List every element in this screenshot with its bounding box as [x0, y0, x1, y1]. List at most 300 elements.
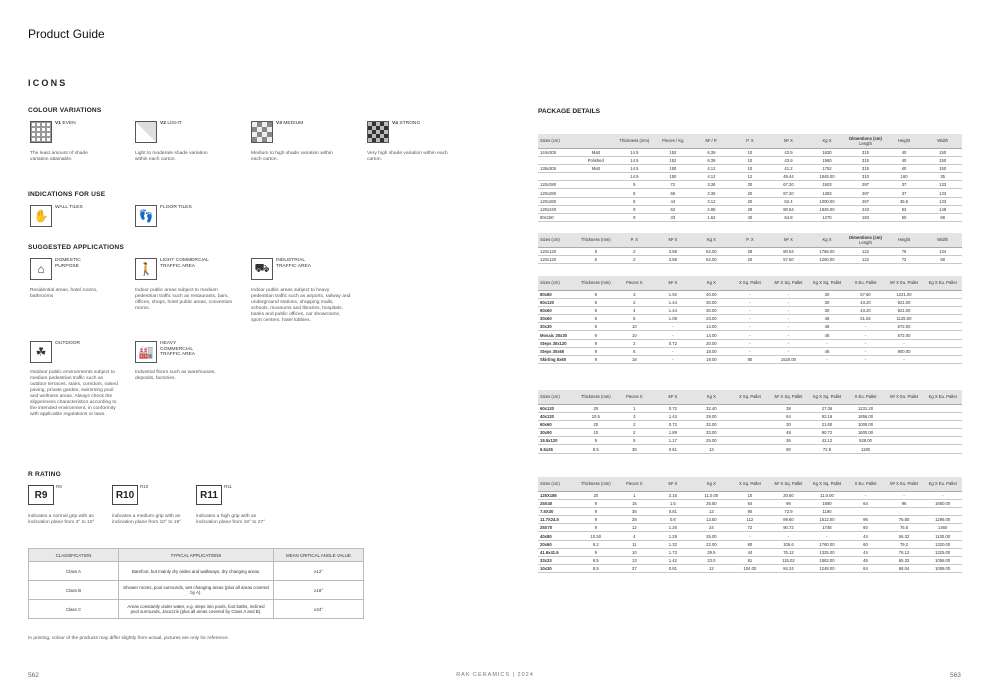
- table-cell: 20.00: [692, 339, 731, 347]
- table-cell: 1760.00: [808, 540, 847, 548]
- table-cell: 43.9: [769, 156, 808, 164]
- wall-tiles-icon: ✋: [30, 205, 52, 227]
- table-cell: 13.50: [692, 516, 731, 524]
- table-header: M² / P.: [692, 134, 731, 148]
- table-cell: 43.20: [846, 306, 885, 314]
- table-cell: [885, 420, 924, 428]
- table-cell: 27: [615, 565, 654, 573]
- table-cell: -: [769, 532, 808, 540]
- table-cell: 22.00: [692, 540, 731, 548]
- table-cell: 928.00: [846, 437, 885, 445]
- table-cell: 1848.00: [808, 173, 847, 181]
- table-cell: -: [731, 290, 770, 298]
- table-cell: 150: [923, 156, 962, 164]
- table-row: [538, 156, 962, 164]
- r10-sup: R10: [140, 484, 149, 489]
- table-cell: -: [846, 356, 885, 364]
- table-cell: 150: [923, 148, 962, 156]
- table-cell: 9: [577, 306, 616, 314]
- domestic-icon: ⌂: [30, 258, 52, 280]
- table-row: [538, 356, 962, 364]
- table-cell: 41.6x41.6: [538, 548, 577, 556]
- table-cell: 4: [615, 306, 654, 314]
- table-cell: 6: [577, 255, 616, 263]
- table-cell: [577, 181, 616, 189]
- table-header: Width: [923, 134, 962, 148]
- table-cell: 134: [923, 247, 962, 255]
- table-cell: 60x60: [538, 420, 577, 428]
- cell: ≥24°: [274, 600, 364, 619]
- table-cell: 11: [615, 540, 654, 548]
- table-cell: Steps 30x120: [538, 339, 577, 347]
- table-cell: 9: [577, 437, 616, 445]
- table-cell: 9: [577, 247, 616, 255]
- table-cell: 6.39: [692, 156, 731, 164]
- table-cell: 9: [615, 205, 654, 213]
- table-cell: 40.00: [692, 290, 731, 298]
- table-cell: 21.60: [808, 420, 847, 428]
- table-cell: -: [731, 339, 770, 347]
- table-cell: 315: [846, 148, 885, 156]
- table-header: M² X: [654, 233, 693, 247]
- table-cell: 8.5: [577, 557, 616, 565]
- table-cell: 40: [731, 214, 770, 222]
- table-cell: 1325.00: [808, 548, 847, 556]
- table-cell: 9: [615, 181, 654, 189]
- table-cell: 33x33: [538, 557, 577, 565]
- table-row: [538, 290, 962, 298]
- table-cell: 44: [846, 532, 885, 540]
- table-cell: 33.00: [692, 429, 731, 437]
- table-row: [538, 173, 962, 181]
- v2-light-icon: [135, 121, 157, 143]
- table-cell: 40: [885, 156, 924, 164]
- table-header: Kg X Sq. Pallet: [808, 477, 847, 491]
- table-cell: 9: [577, 499, 616, 507]
- table-row: [538, 214, 962, 222]
- table-cell: 90.72: [769, 524, 808, 532]
- table-header: X Eu. Pallet: [846, 390, 885, 404]
- table-row: [538, 197, 962, 205]
- table-header: Kg X: [808, 134, 847, 148]
- table-cell: 9: [577, 323, 616, 331]
- table-cell: 50: [885, 214, 924, 222]
- table-cell: 133: [923, 181, 962, 189]
- table-cell: 68: [923, 214, 962, 222]
- table-cell: -: [923, 491, 962, 499]
- table-cell: 1248.00: [808, 565, 847, 573]
- table-cell: 92.16: [808, 412, 847, 420]
- table-cell: 1.42: [654, 557, 693, 565]
- table-cell: 27.36: [808, 404, 847, 412]
- table-cell: 37: [885, 181, 924, 189]
- table-cell: 1000.00: [808, 197, 847, 205]
- table-cell: 10.50: [577, 532, 616, 540]
- table-cell: 10: [615, 331, 654, 339]
- table-header: M² X Eu. Pallet: [885, 276, 924, 290]
- table-header-row: [538, 477, 962, 491]
- table-cell: 67.20: [769, 181, 808, 189]
- table-cell: 90: [731, 507, 770, 515]
- r9-badge: R9: [28, 485, 54, 505]
- heavy-commercial-label: HEAVY COMMERCIAL TRAFFIC AREA: [160, 341, 196, 358]
- table-cell: 38: [769, 404, 808, 412]
- table-cell: 1058.00: [923, 557, 962, 565]
- table-cell: 4.12: [692, 173, 731, 181]
- v1-even-icon: [30, 121, 52, 143]
- table-cell: [577, 173, 616, 181]
- table-row: [538, 323, 962, 331]
- table-cell: 0.81: [654, 507, 693, 515]
- table-cell: 40x120: [538, 412, 577, 420]
- v1-desc: The least amount of shade variation attainable.: [30, 151, 88, 162]
- table-row: [538, 347, 962, 355]
- table-header: M² X: [769, 134, 808, 148]
- table-cell: 25.00: [692, 437, 731, 445]
- table-cell: 80.64: [769, 205, 808, 213]
- table-cell: [885, 445, 924, 453]
- table-header: M² X: [654, 477, 693, 491]
- table-cell: 80: [731, 540, 770, 548]
- table-cell: [731, 437, 770, 445]
- table-cell: 10: [615, 548, 654, 556]
- table-cell: 1863.00: [808, 557, 847, 565]
- table-cell: 51.84: [846, 315, 885, 323]
- table-cell: 65.32: [885, 557, 924, 565]
- package-table-1: [538, 134, 962, 222]
- table-cell: [577, 205, 616, 213]
- table-header: MEAN CRITICAL ANGLE VALUE: [274, 549, 364, 562]
- table-cell: 23.0: [692, 557, 731, 565]
- table-cell: 120x120: [538, 247, 577, 255]
- table-cell: 46: [846, 557, 885, 565]
- table-cell: -: [885, 491, 924, 499]
- table-cell: 36: [615, 507, 654, 515]
- table-cell: 672.00: [885, 331, 924, 339]
- table-header: Pieces X: [615, 390, 654, 404]
- table-cell: Skirting 8x60: [538, 356, 577, 364]
- table-row: [29, 581, 364, 600]
- table-cell: 105.6: [769, 540, 808, 548]
- table-cell: 40x80: [538, 532, 577, 540]
- table-row: [538, 532, 962, 540]
- table-row: [538, 339, 962, 347]
- table-cell: 20: [731, 181, 770, 189]
- table-header: Thickness (mm): [615, 134, 654, 148]
- table-cell: 1630: [808, 148, 847, 156]
- table-cell: 28: [731, 205, 770, 213]
- table-cell: -: [846, 491, 885, 499]
- v1-label: V1 EVEN: [55, 121, 76, 126]
- table-row: [538, 524, 962, 532]
- table-header: Kg X Eu. Pallet: [923, 477, 962, 491]
- table-cell: 20: [577, 404, 616, 412]
- table-header: Kg X Eu. Pallet: [923, 276, 962, 290]
- table-cell: [923, 315, 962, 323]
- table-cell: 62.4: [769, 197, 808, 205]
- r11-badge: R11: [196, 485, 222, 505]
- table-cell: 1.89: [654, 429, 693, 437]
- package-table-4: [538, 390, 962, 454]
- table-cell: 152: [654, 156, 693, 164]
- table-cell: -: [846, 347, 885, 355]
- table-header: Thickness (mm): [577, 233, 616, 247]
- table-cell: 25.00: [692, 532, 731, 540]
- v4-desc: Very high shade variation within each carton.: [367, 151, 448, 162]
- v2-label: V2 LIGHT: [160, 121, 182, 126]
- table-cell: 29.5: [692, 548, 731, 556]
- table-row: [538, 255, 962, 263]
- wall-tiles-label: WALL TILES: [55, 205, 83, 210]
- table-cell: 9: [615, 214, 654, 222]
- table-cell: 1190: [846, 445, 885, 453]
- table-cell: -: [731, 323, 770, 331]
- table-cell: [577, 189, 616, 197]
- footer-brand: RAK CERAMICS | 2024: [456, 672, 534, 678]
- table-cell: 32.40: [692, 404, 731, 412]
- table-cell: 2.88: [654, 247, 693, 255]
- table-cell: 120x280: [538, 181, 577, 189]
- table-cell: 53: [885, 205, 924, 213]
- table-header: Dimentions (cm) Length: [846, 134, 885, 148]
- table-row: [538, 412, 962, 420]
- table-cell: 9: [577, 516, 616, 524]
- table-cell: 120x120: [538, 255, 577, 263]
- table-cell: 62: [654, 205, 693, 213]
- table-cell: 30x30: [538, 323, 577, 331]
- table-cell: -: [885, 339, 924, 347]
- table-header: Kg X: [692, 233, 731, 247]
- table-cell: 44: [846, 548, 885, 556]
- applications-heading: SUGGESTED APPLICATIONS: [28, 244, 124, 251]
- table-cell: 1660.00: [923, 499, 962, 507]
- table-header: Sizes (cm): [538, 390, 577, 404]
- table-cell: 13: [692, 445, 731, 453]
- table-cell: [923, 404, 962, 412]
- table-cell: 1325.00: [923, 548, 962, 556]
- table-cell: 10: [731, 156, 770, 164]
- table-cell: 150: [654, 164, 693, 172]
- table-cell: -: [846, 323, 885, 331]
- table-cell: 13: [692, 507, 731, 515]
- table-cell: 1826.00: [808, 205, 847, 213]
- table-header: Height: [885, 233, 924, 247]
- industrial-label: INDUSTRIAL TRAFFIC AREA: [276, 258, 312, 269]
- table-cell: 10: [731, 148, 770, 156]
- printing-note: In printing, colour of the products may differ slightly from actual, pictures are only for reference.: [28, 636, 229, 641]
- table-cell: 48: [808, 315, 847, 323]
- table-row: [538, 189, 962, 197]
- table-cell: 3.36: [692, 181, 731, 189]
- table-cell: 30: [808, 298, 847, 306]
- table-cell: 3.36: [692, 189, 731, 197]
- table-cell: -: [731, 315, 770, 323]
- table-cell: 96: [846, 516, 885, 524]
- table-cell: 30x60: [538, 315, 577, 323]
- table-cell: -: [769, 306, 808, 314]
- table-cell: [885, 507, 924, 515]
- table-cell: 1.44: [654, 412, 693, 420]
- table-cell: 14.5: [615, 156, 654, 164]
- table-cell: -: [769, 290, 808, 298]
- table-cell: [885, 404, 924, 412]
- table-cell: 0.81: [654, 565, 693, 573]
- table-cell: 900.00: [885, 347, 924, 355]
- table-cell: 5: [615, 437, 654, 445]
- table-cell: 9: [577, 339, 616, 347]
- table-cell: 0.72: [654, 404, 693, 412]
- table-cell: 28: [731, 247, 770, 255]
- r10-desc: indicates a medium grip with an inclination plane from 10° to 19°: [112, 514, 182, 525]
- table-cell: 44: [654, 197, 693, 205]
- v2-desc: Light to moderate shade variation within each carton.: [135, 151, 208, 162]
- table-cell: 43.9: [769, 148, 808, 156]
- table-cell: 1690: [808, 499, 847, 507]
- table-header-row: [538, 134, 962, 148]
- table-cell: 20x60: [538, 540, 577, 548]
- table-cell: 48: [769, 429, 808, 437]
- table-header: Pieces X: [615, 276, 654, 290]
- table-cell: 20: [731, 255, 770, 263]
- table-row: [538, 499, 962, 507]
- heavy-commercial-desc: Industrial floors such as warehouses, deposits, factories.: [135, 370, 216, 381]
- table-cell: 1.26: [654, 524, 693, 532]
- table-cell: -: [731, 331, 770, 339]
- table-cell: 56.32: [885, 532, 924, 540]
- table-row: [538, 445, 962, 453]
- table-cell: 672.00: [885, 323, 924, 331]
- table-cell: 64: [731, 499, 770, 507]
- table-row: [29, 600, 364, 619]
- table-cell: 11.0.00: [692, 491, 731, 499]
- table-cell: 12: [615, 524, 654, 532]
- table-header: M² X Sq. Pallet: [769, 390, 808, 404]
- table-cell: 2.88: [692, 205, 731, 213]
- table-cell: 122: [846, 247, 885, 255]
- table-cell: [538, 173, 577, 181]
- cell: Areas constantly under water, e.g. steps into pools, foot baths, inclined pool surrounds, Jacuzzis (plus all areas covered by Class A and B).: [119, 600, 274, 619]
- table-row: [538, 148, 962, 156]
- table-cell: 3.12: [692, 197, 731, 205]
- table-cell: 10.5: [577, 412, 616, 420]
- table-cell: 1460: [923, 524, 962, 532]
- table-header: X Sq. Pallet: [731, 276, 770, 290]
- table-cell: 148: [923, 205, 962, 213]
- table-header: M² X: [654, 276, 693, 290]
- table-cell: 7.5X30: [538, 507, 577, 515]
- r9-desc: indicates a normal grip with an inclination plane from 3° to 10°: [28, 514, 95, 525]
- table-header: Sizes (cm): [538, 134, 577, 148]
- table-cell: [577, 197, 616, 205]
- table-cell: 6.39: [692, 148, 731, 156]
- floor-tiles-icon: 👣: [135, 205, 157, 227]
- table-header: Kg X Sq. Pallet: [808, 276, 847, 290]
- table-cell: 1520.00: [769, 356, 808, 364]
- table-cell: 2.16: [654, 491, 693, 499]
- table-cell: [885, 429, 924, 437]
- table-cell: 90: [769, 445, 808, 453]
- r11-sup: R11: [224, 484, 232, 489]
- table-cell: [538, 156, 577, 164]
- table-cell: 1560: [808, 156, 847, 164]
- table-header: Thickness (mm): [577, 477, 616, 491]
- light-commercial-desc: Indoor public areas subject to medium pedestrian traffic such as restaurants, bars, offices, shops, hotel public areas, convention rooms.: [135, 288, 233, 311]
- table-row: [538, 247, 962, 255]
- cell: Class A: [29, 562, 119, 581]
- table-cell: 19.5x120: [538, 437, 577, 445]
- table-cell: 0.61: [654, 445, 693, 453]
- industrial-desc: Indoor public areas subject to heavy pedestrian traffic such as airports, railway and underground stations, shopping malls, schools, museums and libraries, hospitals, banks and public offices, car showrooms, sport centers, hotel lobbies.: [251, 288, 351, 323]
- table-cell: 20: [731, 197, 770, 205]
- table-cell: 76.12: [885, 548, 924, 556]
- table-cell: 1600.00: [846, 429, 885, 437]
- table-header: Kg X Eu. Pallet: [923, 390, 962, 404]
- table-row: [538, 164, 962, 172]
- table-header: M² X: [654, 390, 693, 404]
- table-cell: 287: [846, 181, 885, 189]
- table-cell: [923, 339, 962, 347]
- domestic-desc: Residential areas, hotel rooms, bathrooms: [30, 288, 98, 299]
- indications-heading: INDICATIONS FOR USE: [28, 191, 106, 198]
- table-cell: [923, 420, 962, 428]
- table-cell: 23.00: [692, 315, 731, 323]
- table-cell: 80: [731, 356, 770, 364]
- table-cell: Polished: [577, 156, 616, 164]
- table-cell: 64.8: [769, 214, 808, 222]
- table-cell: 37: [885, 189, 924, 197]
- table-cell: 3: [615, 412, 654, 420]
- table-header: X Eu. Pallet: [846, 477, 885, 491]
- table-header: Width: [923, 233, 962, 247]
- table-cell: -: [731, 347, 770, 355]
- table-cell: 1503: [808, 181, 847, 189]
- table-cell: 76.80: [885, 516, 924, 524]
- table-cell: [923, 290, 962, 298]
- table-cell: 4: [615, 532, 654, 540]
- table-cell: 30: [808, 290, 847, 298]
- table-header: Pieces / Kg: [654, 134, 693, 148]
- table-cell: 49.44: [769, 173, 808, 181]
- table-cell: 15: [615, 499, 654, 507]
- cell: ≥18°: [274, 581, 364, 600]
- table-cell: 133: [923, 197, 962, 205]
- table-cell: Steps 30x60: [538, 347, 577, 355]
- table-row: [538, 315, 962, 323]
- table-cell: 1.44: [654, 298, 693, 306]
- table-cell: 8.5: [577, 445, 616, 453]
- table-cell: 9: [577, 548, 616, 556]
- table-cell: 125X185: [538, 491, 577, 499]
- table-cell: [731, 404, 770, 412]
- table-row: [538, 516, 962, 524]
- table-cell: 8.5: [577, 565, 616, 573]
- table-cell: 29.00: [692, 412, 731, 420]
- table-cell: 1752: [808, 164, 847, 172]
- table-cell: -: [885, 356, 924, 364]
- table-cell: 1: [615, 491, 654, 499]
- table-cell: -: [846, 339, 885, 347]
- table-cell: 1231.20: [846, 404, 885, 412]
- outdoor-label: OUTDOOR: [55, 341, 80, 346]
- table-cell: 18.00: [692, 347, 731, 355]
- package-table-5: [538, 477, 962, 573]
- table-cell: 921.00: [885, 306, 924, 314]
- table-header: Kg X: [808, 233, 847, 247]
- table-cell: 30.00: [692, 298, 731, 306]
- table-cell: 30x90: [538, 429, 577, 437]
- table-cell: 60x120: [538, 404, 577, 412]
- table-cell: 1766.00: [808, 247, 847, 255]
